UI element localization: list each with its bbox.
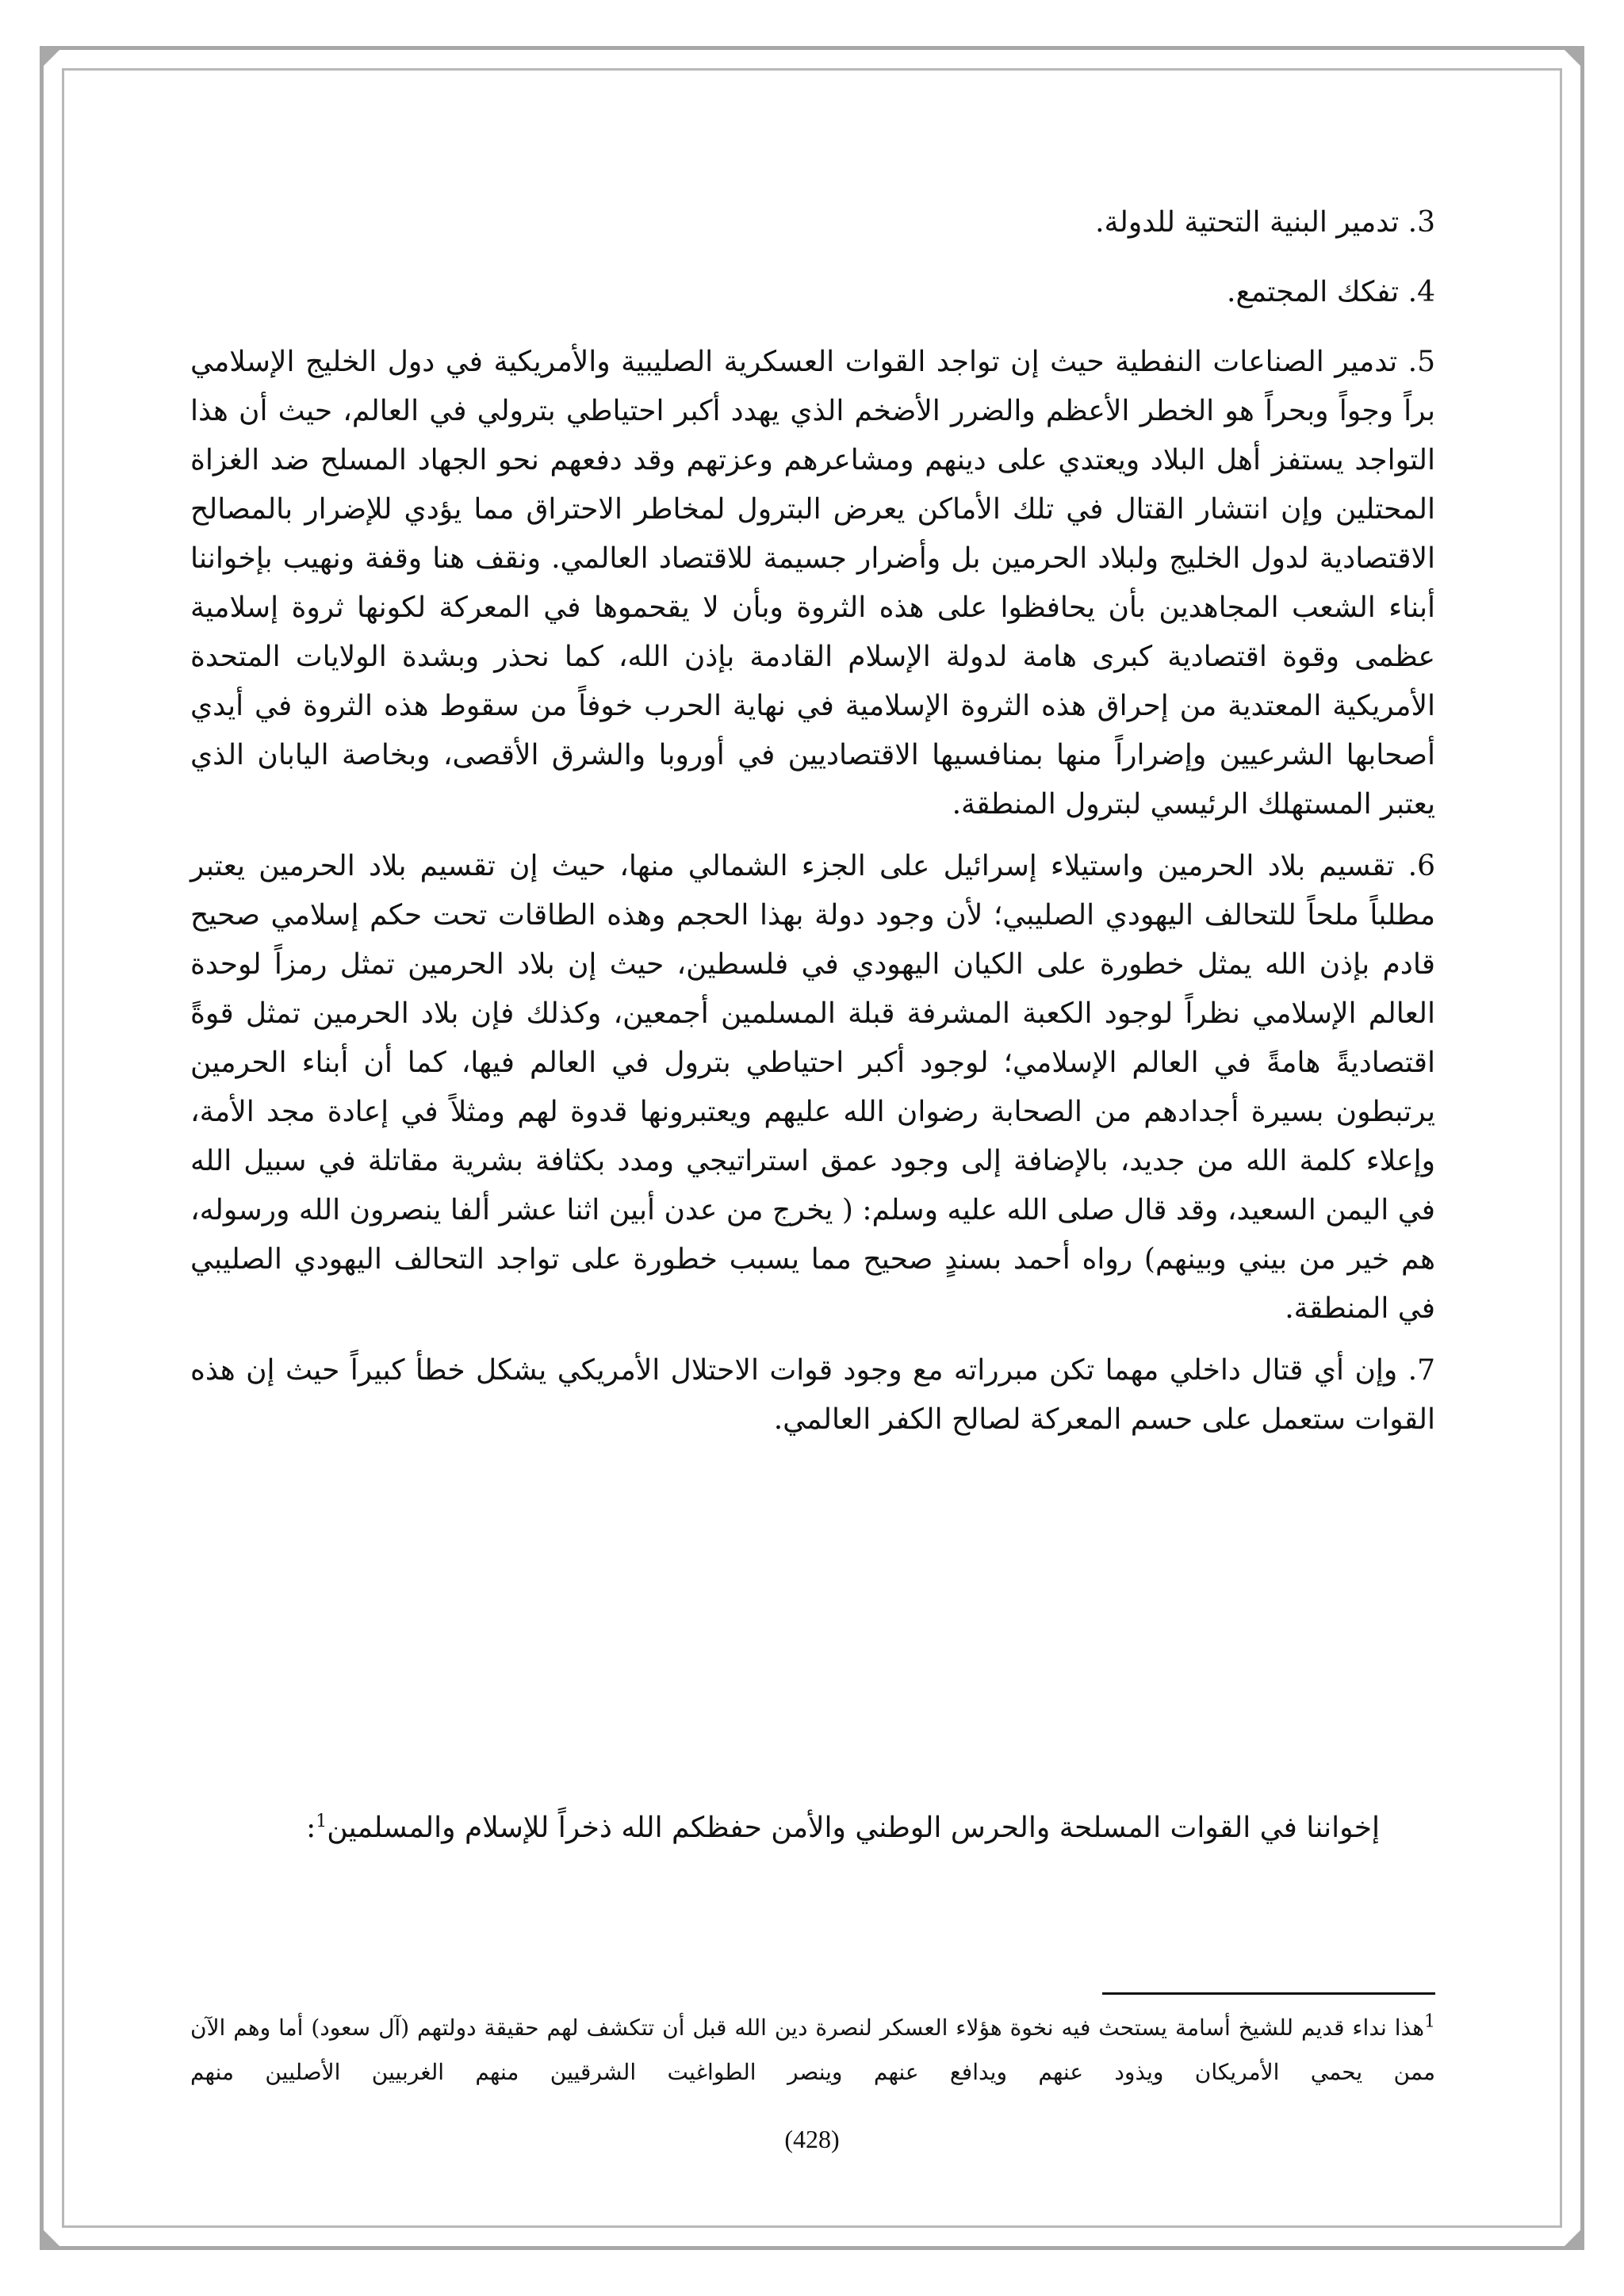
footnote-separator [1102, 1992, 1435, 1995]
address-colon: : [306, 1812, 316, 1844]
footnote [190, 2006, 1435, 2095]
corner-ornament-icon [43, 2229, 60, 2247]
list-item-7: 7. وإن أي قتال داخلي مهما تكن مبرراته مع وجود قوات الاحتلال الأمريكي يشكل خطأ كبيراً حيث إن هذه القوات ستعمل على حسم المعركة لصالح الكفر العالمي. [190, 1354, 1435, 1436]
footnote-reference[interactable]: 1 [316, 1812, 327, 1831]
list-item-3: 3. تدمير البنية التحتية للدولة. [1095, 206, 1435, 239]
corner-ornament-icon [1564, 2229, 1581, 2247]
address-line [190, 1804, 1380, 1853]
corner-ornament-icon [43, 49, 60, 67]
list-item-4: 4. تفكك المجتمع. [1227, 276, 1435, 308]
address-text: إخواننا في القوات المسلحة والحرس الوطني والأمن حفظكم الله ذخراً للإسلام والمسلمين [327, 1812, 1380, 1844]
corner-ornament-icon [1564, 49, 1581, 67]
page-number: (428) [784, 2125, 840, 2153]
page-body [190, 198, 1435, 1457]
list-item-5: 5. تدمير الصناعات النفطية حيث إن تواجد القوات العسكرية الصليبية والأمريكية في دول الخليج الإسلامي براً وجواً وبحراً هو الخطر الأعظم والضرر الأضخم الذي يهدد أكبر احتياطي بترولي في العالم، حيث أن هذا التواجد يستفز أهل البلاد ويعتدي على دينهم ومشاعرهم وعزتهم وقد دفعهم نحو الجهاد المسلح ضد الغزاة المحتلين وإن انتشار القتال في تلك الأماكن يعرض البترول لمخاطر الاحتراق مما يؤدي للإضرار بالمصالح الاقتصادية لدول الخليج ولبلاد الحرمين بل وأضرار جسيمة للاقتصاد العالمي. ونقف هنا وقفة ونهيب بإخواننا أبناء الشعب المجاهدين بأن يحافظوا على هذه الثروة وبأن لا يقحموها في المعركة لكونها ثروة إسلامية عظمى وقوة اقتصادية كبرى هامة لدولة الإسلام القادمة بإذن الله، كما نحذر وبشدة الولايات المتحدة الأمريكية المعتدية من إحراق هذه الثروة الإسلامية في نهاية الحرب خوفاً من سقوط هذه الثروة في أيدي أصحابها الشرعيين وإضراراً منها بمنافسيها الاقتصاديين في أوروبا والشرق الأقصى، وبخاصة اليابان الذي يعتبر المستهلك الرئيسي لبترول المنطقة. [190, 346, 1436, 821]
list-item-6: 6. تقسيم بلاد الحرمين واستيلاء إسرائيل على الجزء الشمالي منها، حيث إن تقسيم بلاد الحرمين يعتبر مطلباً ملحاً للتحالف اليهودي الصليبي؛ لأن وجود دولة بهذا الحجم وهذه الطاقات تحت حكم إسلامي صحيح قادم بإذن الله يمثل خطورة على الكيان اليهودي في فلسطين، حيث إن بلاد الحرمين تمثل رمزاً لوحدة العالم الإسلامي نظراً لوجود الكعبة المشرفة قبلة المسلمين أجمعين، وكذلك فإن بلاد الحرمين تمثل قوةً اقتصاديةً هامةً في العالم الإسلامي؛ لوجود أكبر احتياطي بترول في العالم فيها، كما أن أبناء الحرمين يرتبطون بسيرة أجدادهم من الصحابة رضوان الله عليهم ويعتبرونها قدوة لهم ومثلاً في إعادة مجد الأمة، وإعلاء كلمة الله من جديد، بالإضافة إلى وجود عمق استراتيجي ومدد بكثافة بشرية مقاتلة في سبيل الله في اليمن السعيد، وقد قال صلى الله عليه وسلم: ( يخرج من عدن أبين اثنا عشر ألفا ينصرون الله ورسوله، هم خير من بيني وبينهم) رواه أحمد بسندٍ صحيح مما يسبب خطورة على تواجد التحالف اليهودي الصليبي في المنطقة. [190, 850, 1435, 1325]
footnote-text: هذا نداء قديم للشيخ أسامة يستحث فيه نخوة هؤلاء العسكر لنصرة دين الله قبل أن تتكشف لهم حقيقة دولتهم (آل سعود) أما وهم الآن ممن يحمي الأمريكان ويذود عنهم ويدافع عنهم وينصر الطواغيت الشرقيين منهم الغربيين الأصليين منهم [190, 2015, 1435, 2085]
footnote-mark: 1 [1424, 2011, 1435, 2032]
